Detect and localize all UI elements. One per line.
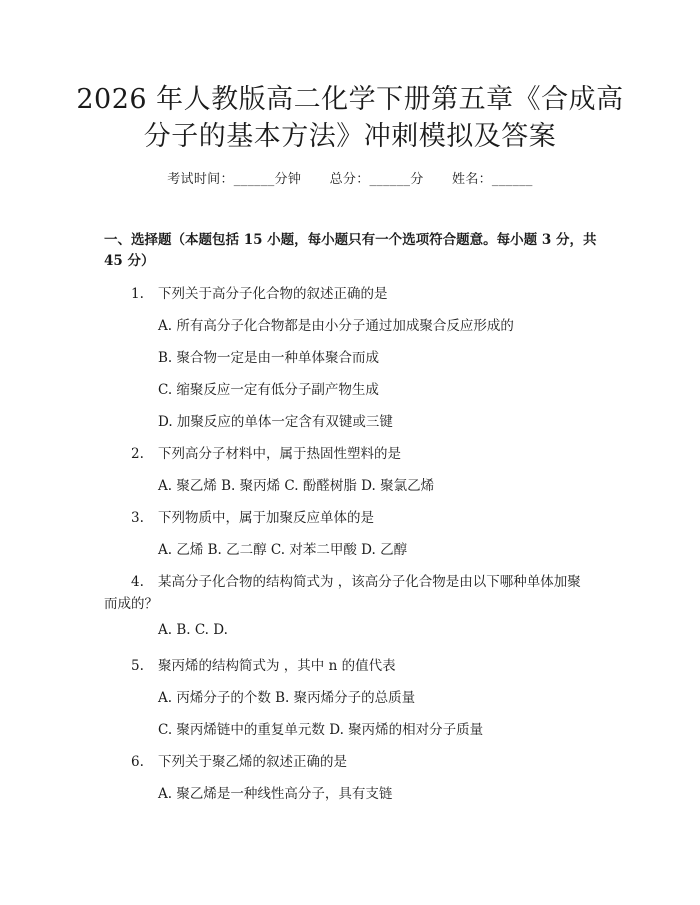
question-number: 3. — [131, 510, 144, 526]
question-text: 聚丙烯的结构简式为 ，其中 n 的值代表 — [158, 658, 396, 674]
question-2-options: A. 聚乙烯 B. 聚丙烯 C. 酚醛树脂 D. 聚氯乙烯 — [158, 478, 435, 494]
exam-title-line-2: 分子的基本方法》冲刺模拟及答案 — [143, 121, 557, 152]
question-1-option-d: D. 加聚反应的单体一定含有双键或三键 — [158, 414, 393, 430]
question-1 — [131, 282, 388, 302]
section-heading: 一、选择题（本题包括 15 小题，每小题只有一个选项符合题意。每小题 3 分，共 45 分） — [104, 232, 597, 269]
question-text: 某高分子化合物的结构简式为 ，该高分子化合物是由以下哪种单体加聚 — [158, 574, 581, 590]
question-5-options-ab: A. 丙烯分子的个数 B. 聚丙烯分子的总质量 — [158, 690, 416, 706]
question-6 — [131, 750, 347, 770]
exam-meta — [0, 168, 700, 187]
question-number: 1. — [131, 286, 144, 302]
question-text: 下列关于高分子化合物的叙述正确的是 — [158, 286, 388, 302]
question-5-options-cd: C. 聚丙烯链中的重复单元数 D. 聚丙烯的相对分子质量 — [158, 722, 484, 738]
question-text: 下列物质中，属于加聚反应单体的是 — [158, 510, 374, 526]
question-4 — [131, 570, 581, 590]
exam-time-field: 考试时间：______分钟 — [167, 172, 302, 187]
question-number: 5. — [131, 658, 144, 674]
question-1-option-c: C. 缩聚反应一定有低分子副产物生成 — [158, 382, 379, 398]
exam-title-line-1: 2026 年人教版高二化学下册第五章《合成高 — [76, 84, 624, 115]
total-score-field: 总分：______分 — [329, 172, 424, 187]
question-3 — [131, 506, 374, 526]
question-number: 2. — [131, 446, 144, 462]
question-1-option-a: A. 所有高分子化合物都是由小分子通过加成聚合反应形成的 — [158, 318, 514, 334]
question-3-options: A. 乙烯 B. 乙二醇 C. 对苯二甲酸 D. 乙醇 — [158, 542, 408, 558]
question-2 — [131, 442, 401, 462]
question-1-option-b: B. 聚合物一定是由一种单体聚合而成 — [158, 350, 380, 366]
question-number: 6. — [131, 754, 144, 770]
question-text: 下列高分子材料中，属于热固性塑料的是 — [158, 446, 401, 462]
student-name-field: 姓名：______ — [452, 172, 533, 187]
question-5 — [131, 654, 396, 674]
question-6-option-a: A. 聚乙烯是一种线性高分子，具有支链 — [158, 786, 393, 802]
question-number: 4. — [131, 574, 144, 590]
question-text: 下列关于聚乙烯的叙述正确的是 — [158, 754, 347, 770]
question-4-text-continued: 而成的？ — [104, 596, 158, 612]
question-4-options: A. B. C. D. — [158, 622, 228, 638]
